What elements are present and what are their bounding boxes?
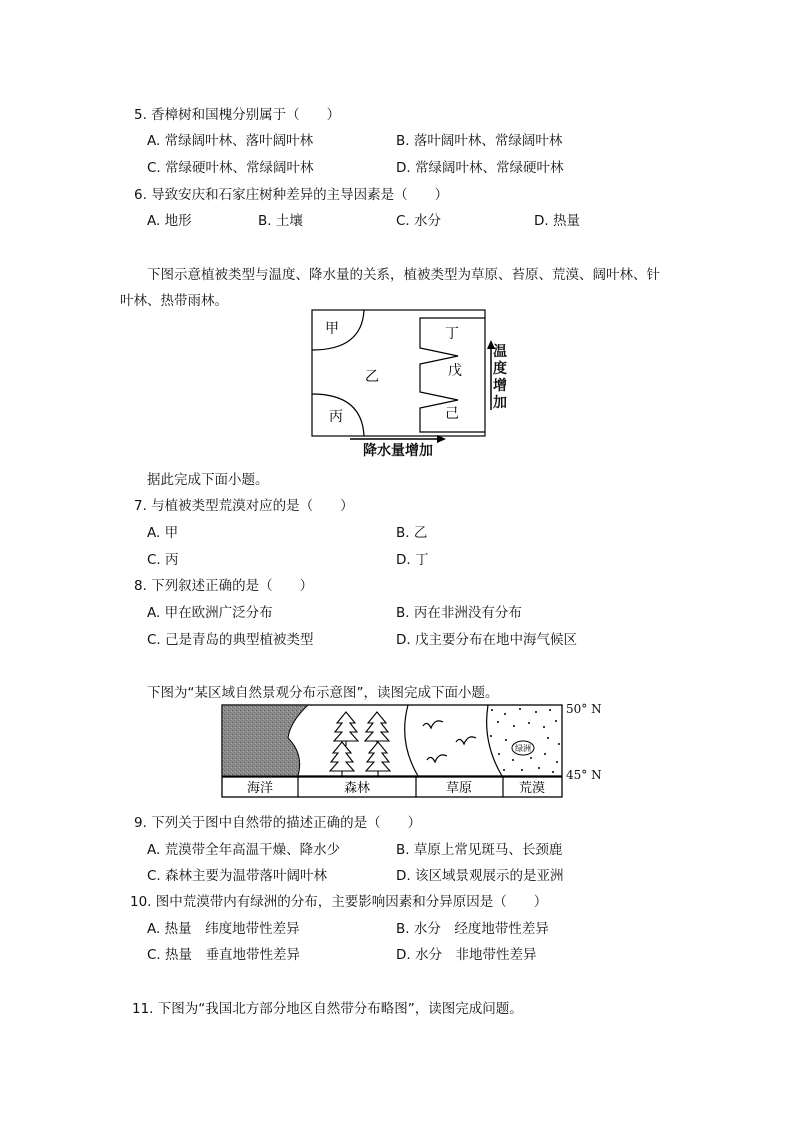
question-9-option-a[interactable]: A. 荒漠带全年高温干燥、降水少 [147, 842, 341, 858]
intro-paragraph-line-1: 下图示意植被类型与温度、降水量的关系，植被类型为草原、苔原、荒漠、阔叶林、针 [147, 267, 660, 283]
question-5-option-c[interactable]: C. 常绿硬叶林、常绿阔叶林 [147, 160, 314, 176]
temperature-axis-label: 温度增加 [493, 344, 507, 411]
label-wu: 戊 [448, 363, 462, 379]
question-5-option-b[interactable]: B. 落叶阔叶林、常绿阔叶林 [396, 133, 563, 149]
zone-ocean-label: 海洋 [246, 781, 274, 796]
intro-paragraph-2: 下图为“某区域自然景观分布示意图”，读图完成下面小题。 [147, 685, 499, 701]
intro-paragraph-line-2: 叶林、热带雨林。 [120, 293, 228, 309]
question-6-option-d[interactable]: D. 热量 [534, 213, 580, 229]
landscape-diagram [220, 702, 565, 800]
question-9-option-b[interactable]: B. 草原上常见斑马、长颈鹿 [396, 842, 563, 858]
question-8-option-c[interactable]: C. 己是青岛的典型植被类型 [147, 632, 314, 648]
question-10-stem: 10. 图中荒漠带内有绿洲的分布，主要影响因素和分异原因是（ ） [130, 894, 548, 910]
question-5-option-d[interactable]: D. 常绿阔叶林、常绿硬叶林 [396, 160, 564, 176]
latitude-top-label: 50° N [566, 702, 602, 716]
label-yi: 乙 [365, 369, 379, 385]
zone-desert-label: 荒漠 [518, 781, 546, 796]
question-10-option-b[interactable]: B. 水分 经度地带性差异 [396, 921, 549, 937]
question-7-option-c[interactable]: C. 丙 [147, 552, 179, 568]
oasis-label: 绿洲 [515, 744, 531, 753]
label-bing: 丙 [329, 409, 343, 425]
question-11-stem: 11. 下图为“我国北方部分地区自然带分布略图”，读图完成问题。 [132, 1001, 523, 1017]
question-7-option-b[interactable]: B. 乙 [396, 525, 428, 541]
question-8-stem: 8. 下列叙述正确的是（ ） [134, 578, 314, 594]
question-7-option-d[interactable]: D. 丁 [396, 552, 429, 568]
question-6-option-b[interactable]: B. 土壤 [258, 213, 303, 229]
question-6-option-c[interactable]: C. 水分 [396, 213, 442, 229]
label-jia: 甲 [325, 321, 339, 337]
question-6-stem: 6. 导致安庆和石家庄树种差异的主导因素是（ ） [134, 187, 449, 203]
question-6-option-a[interactable]: A. 地形 [147, 213, 192, 229]
question-10-option-c[interactable]: C. 热量 垂直地带性差异 [147, 947, 301, 963]
question-9-stem: 9. 下列关于图中自然带的描述正确的是（ ） [134, 815, 422, 831]
question-8-option-d[interactable]: D. 戊主要分布在地中海气候区 [396, 632, 577, 648]
precipitation-axis-label: 降水量增加 [363, 443, 433, 459]
question-5-option-a[interactable]: A. 常绿阔叶林、落叶阔叶林 [147, 133, 314, 149]
latitude-bottom-label: 45° N [566, 768, 602, 782]
zone-grassland-label: 草原 [445, 781, 473, 796]
question-5-stem: 5. 香樟树和国槐分别属于（ ） [134, 107, 341, 123]
question-8-option-a[interactable]: A. 甲在欧洲广泛分布 [147, 605, 273, 621]
zone-forest-label: 森林 [343, 781, 371, 796]
question-9-option-d[interactable]: D. 该区域景观展示的是亚洲 [396, 868, 564, 884]
question-10-option-a[interactable]: A. 热量 纬度地带性差异 [147, 921, 300, 937]
label-ji: 己 [445, 406, 459, 422]
question-7-stem: 7. 与植被类型荒漠对应的是（ ） [134, 498, 354, 514]
instruction-text: 据此完成下面小题。 [147, 472, 269, 488]
label-ding: 丁 [445, 326, 459, 342]
question-7-option-a[interactable]: A. 甲 [147, 525, 179, 541]
question-10-option-d[interactable]: D. 水分 非地带性差异 [396, 947, 537, 963]
question-8-option-b[interactable]: B. 丙在非洲没有分布 [396, 605, 522, 621]
question-9-option-c[interactable]: C. 森林主要为温带落叶阔叶林 [147, 868, 328, 884]
